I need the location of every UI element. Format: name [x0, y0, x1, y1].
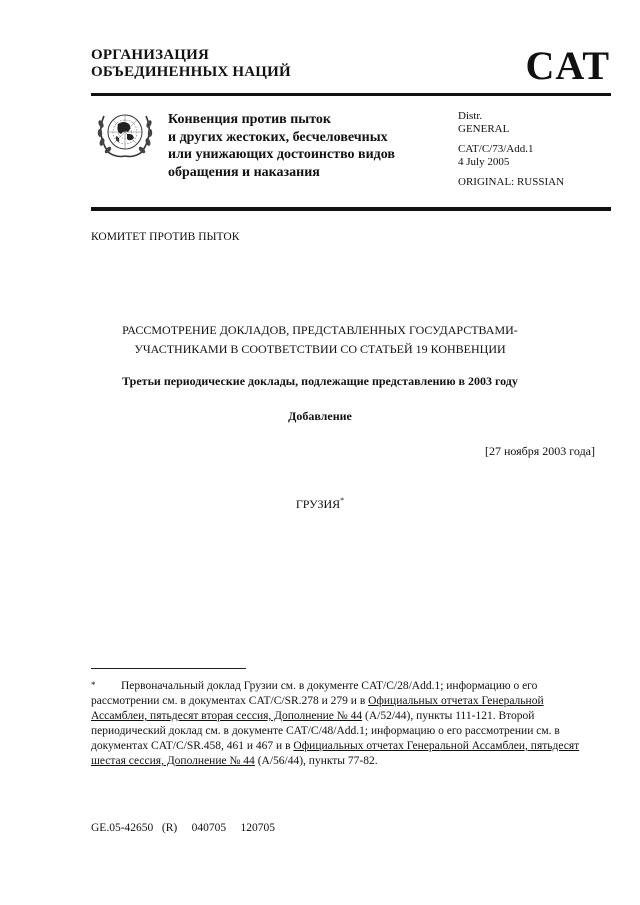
document-series-symbol: CAT — [525, 43, 610, 88]
document-subtitle: Третьи периодические доклады, подлежащие представлению в 2003 году — [122, 374, 518, 388]
footnote-text-1: Первоначальный доклад Грузии см. в документе CAT/C/28/Add.1; информацию о его рассмотрении см. в документах CAT/C/SR.278 и 279 и в — [91, 680, 538, 707]
organization-name — [91, 47, 291, 81]
distribution-block — [458, 110, 564, 189]
convention-title-line-4: обращения и наказания — [168, 164, 320, 180]
committee-name: КОМИТЕТ ПРОТИВ ПЫТОК — [91, 231, 240, 243]
convention-title-line-3: или унижающих достоинство видов — [168, 147, 395, 162]
footnote-separator — [91, 668, 246, 669]
document-title-line-2: УЧАСТНИКАМИ В СООТВЕТСТВИИ СО СТАТЬЕЙ 19 КОНВЕНЦИИ — [134, 342, 506, 356]
un-emblem-icon — [94, 106, 156, 160]
addendum-heading: Добавление — [288, 409, 352, 423]
header-top-rule — [91, 93, 611, 96]
footnote-text-3: (A/56/44), пункты 77-82. — [254, 755, 378, 767]
submission-date: [27 ноября 2003 года] — [484, 444, 595, 458]
convention-title — [168, 111, 395, 181]
distr-value: GENERAL — [458, 122, 510, 135]
footnote-reference-ga-52: Официальных отчетах Генеральной Ассамблеи, пятьдесят вторая сессия, Дополнение № 44 — [91, 695, 544, 722]
document-symbol: CAT/C/73/Add.1 — [458, 143, 534, 155]
organization-name-line-1: ОРГАНИЗАЦИЯ — [91, 47, 210, 63]
document-date: 4 July 2005 — [458, 155, 510, 168]
header-bottom-rule — [91, 207, 611, 211]
country-name: ГРУЗИЯ — [295, 497, 341, 511]
convention-title-line-1: Конвенция против пыток — [168, 112, 331, 127]
footnote-mark: * — [91, 680, 96, 690]
footnote-text-2: (A/52/44), пункты 111-121. Второй периодический доклад см. в документе CAT/C/48/Add.1; информацию о его рассмотрении см. в документах CAT/C/SR.458, 461 и 467 и в — [91, 710, 560, 752]
document-title-line-1: РАССМОТРЕНИЕ ДОКЛАДОВ, ПРЕДСТАВЛЕННЫХ ГОСУДАРСТВАМИ- — [122, 323, 518, 337]
country-heading — [0, 496, 640, 512]
footnote-reference[interactable]: * — [340, 496, 345, 505]
distr-label: Distr. — [458, 110, 483, 122]
footnote-reference-ga-56: Официальных отчетах Генеральной Ассамблеи, пятьдесят шестая сессия, Дополнение № 44 — [91, 740, 580, 767]
document-title — [0, 321, 640, 359]
original-language: ORIGINAL: RUSSIAN — [458, 176, 565, 188]
convention-title-line-2: и других жестоких, бесчеловечных — [168, 129, 388, 145]
organization-name-line-2: ОБЪЕДИНЕННЫХ НАЦИЙ — [91, 64, 291, 80]
job-number: GE.05-42650 (R) 040705 120705 — [91, 822, 275, 834]
footnote — [91, 679, 591, 769]
